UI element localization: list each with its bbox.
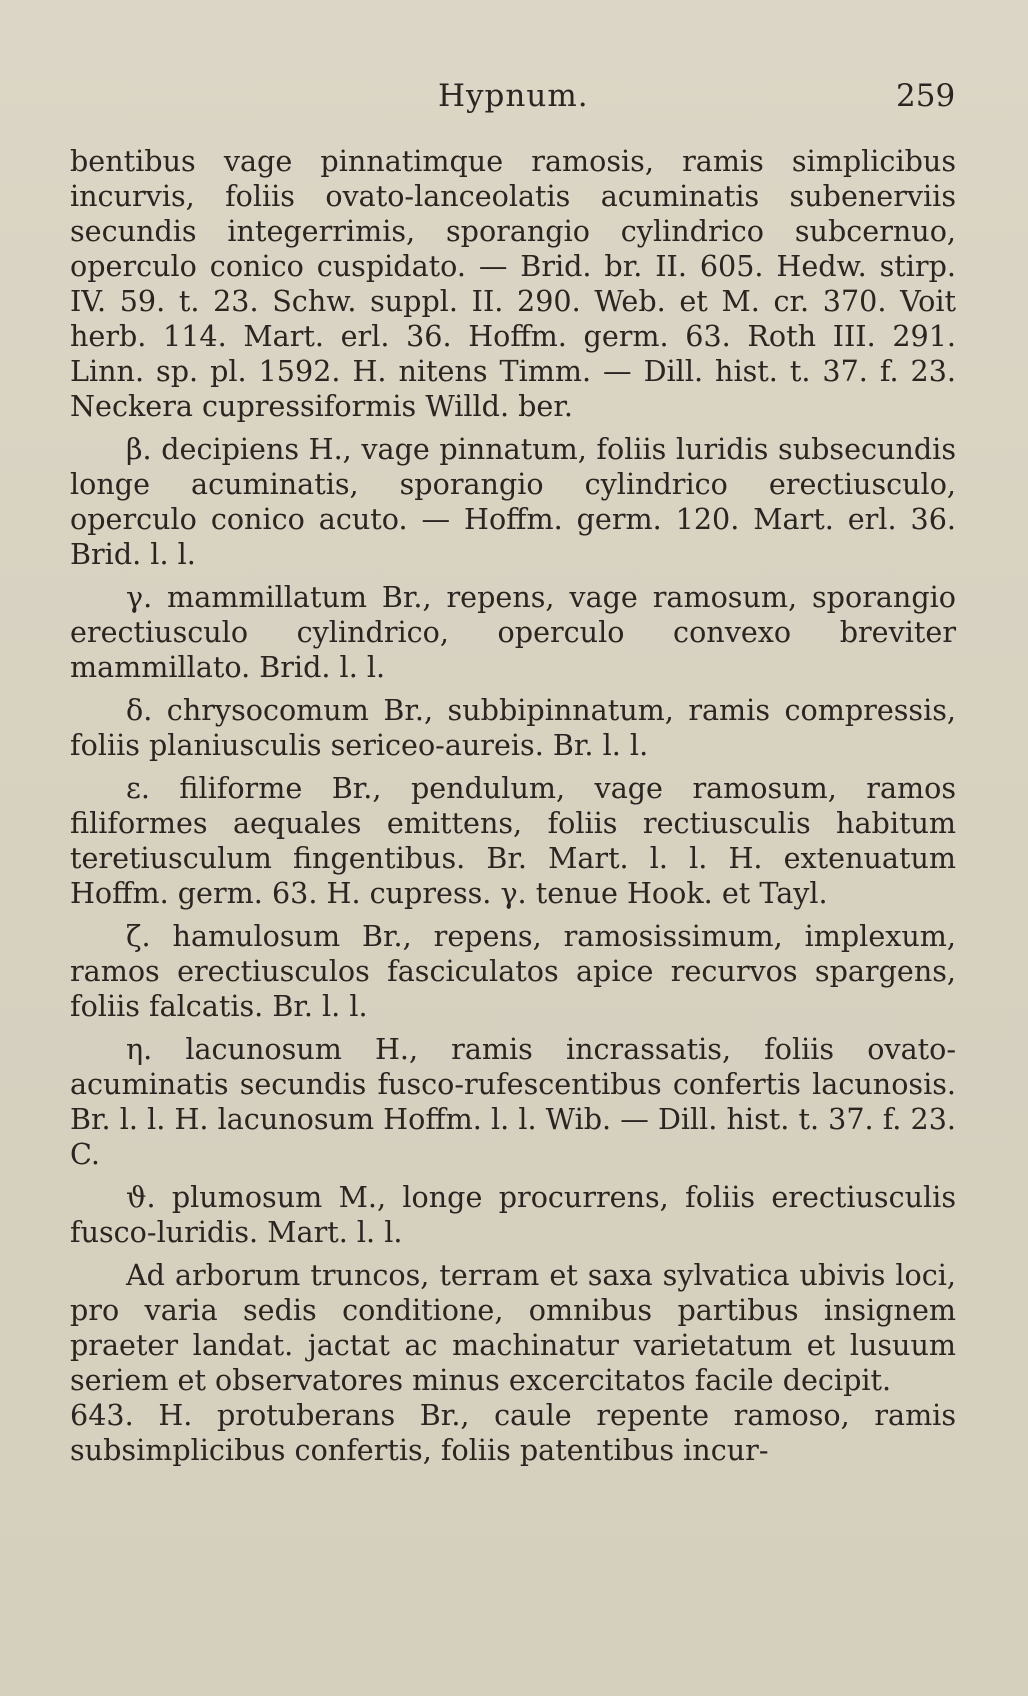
paragraph: Ad arborum truncos, terram et saxa sylvatica ubivis loci, pro varia sedis conditione, omnibus partibus insignem praeter landat. jactat ac machinatur varietatum et lusuum seriem et observatores minus excercitatos facile decipit. bbox=[70, 1258, 956, 1397]
paragraph: bentibus vage pinnatimque ramosis, ramis simplicibus incurvis, foliis ovato-lanceolatis acuminatis subenerviis secundis integerrimis, sporangio cylindrico subcernuo, operculo conico cuspidato. — Brid. br. II. 605. Hedw. stirp. IV. 59. t. 23. Schw. suppl. II. 290. Web. et M. cr. 370. Voit herb. 114. Mart. erl. 36. Hoffm. germ. 63. Roth III. 291. Linn. sp. pl. 1592. H. nitens Timm. — Dill. hist. t. 37. f. 23. Neckera cupressiformis Willd. ber. bbox=[70, 144, 956, 423]
paragraph: β. decipiens H., vage pinnatum, foliis luridis subsecundis longe acuminatis, sporangio cylindrico erectiusculo, operculo conico acuto. — Hoffm. germ. 120. Mart. erl. 36. Brid. l. l. bbox=[70, 432, 956, 571]
paragraph: ε. filiforme Br., pendulum, vage ramosum, ramos filiformes aequales emittens, foliis rectiusculis habitum teretiusculum fingentibus. Br. Mart. l. l. H. extenuatum Hoffm. germ. 63. H. cupress. γ. tenue Hook. et Tayl. bbox=[70, 771, 956, 910]
page-body bbox=[70, 144, 956, 1468]
paragraph: γ. mammillatum Br., repens, vage ramosum, sporangio erectiusculo cylindrico, operculo convexo breviter mammillato. Brid. l. l. bbox=[70, 580, 956, 684]
page-number: 259 bbox=[896, 78, 956, 114]
paragraph: ϑ. plumosum M., longe procurrens, foliis erectiusculis fusco-luridis. Mart. l. l. bbox=[70, 1180, 956, 1249]
paragraph: 643. H. protuberans Br., caule repente ramoso, ramis subsimplicibus confertis, foliis patentibus incur- bbox=[70, 1398, 956, 1467]
paragraph: η. lacunosum H., ramis incrassatis, foliis ovato-acuminatis secundis fusco-rufescentibus confertis lacunosis. Br. l. l. H. lacunosum Hoffm. l. l. Wib. — Dill. hist. t. 37. f. 23. C. bbox=[70, 1032, 956, 1171]
page-header bbox=[0, 78, 1028, 118]
paragraph: δ. chrysocomum Br., subbipinnatum, ramis compressis, foliis planiusculis sericeo-aureis. Br. l. l. bbox=[70, 693, 956, 762]
paragraph: ζ. hamulosum Br., repens, ramosissimum, implexum, ramos erectiusculos fasciculatos apice recurvos spargens, foliis falcatis. Br. l. l. bbox=[70, 919, 956, 1023]
running-title: Hypnum. bbox=[438, 78, 589, 114]
